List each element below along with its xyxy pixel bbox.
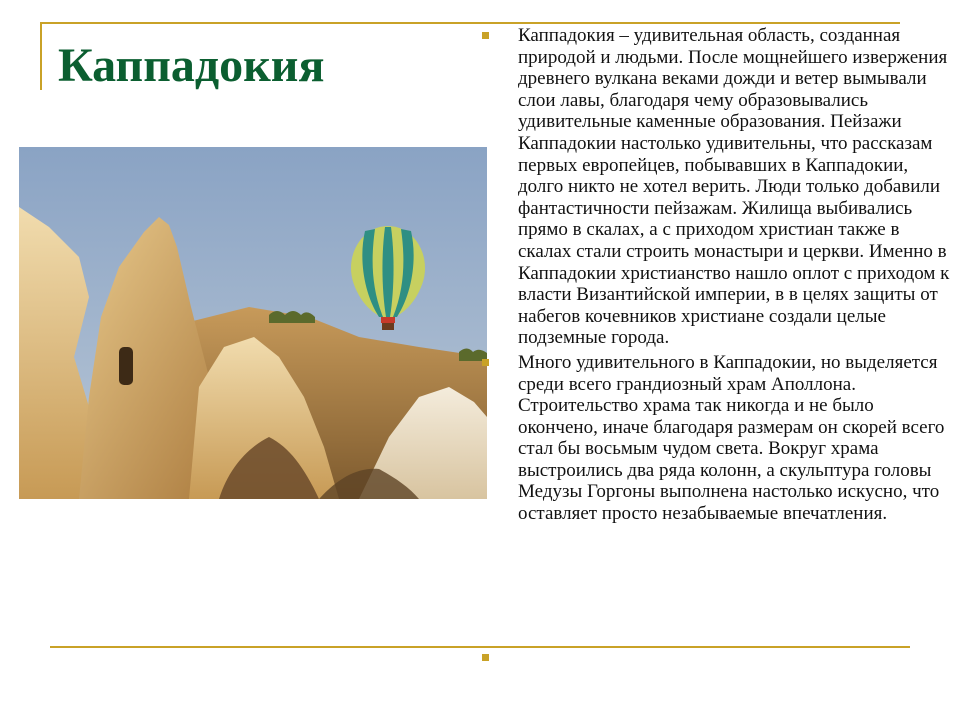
bullet-text: Каппадокия – удивительная область, созданная природой и людьми. После мощнейшего извержения древнего вулкана веками дожди и ветер вымывали слои лавы, благодаря чему образовывались удивительные каменные образования. Пейзажи Каппадокии настолько удивительны, что рассказам первых европейцев, побывавших в Каппадокии, долго никто не хотел верить. Люди только добавили фантастичности пейзажам. Жилища выбивались прямо в скалах, а с приходом христиан также в скалах стали строить монастыри и церкви. Именно в Каппадокии христианство нашло оплот с приходом к власти Византийской империи, в в целях защиты от набегов кочевников христиане создали целые подземные города. — [518, 25, 950, 349]
left-rule — [40, 22, 42, 90]
bullet-text: Много удивительного в Каппадокии, но выделяется среди всего грандиозный храм Аполлона. Строительство храма так никогда и не было окончено, иначе благодаря размерам он скорей всего стал бы восьмым чудом света. Вокруг храма выстроились два ряда колонн, а скульптура головы Медузы Горгоны выполнена настолько искусно, что оставляет просто незабываемые впечатления. — [518, 351, 945, 525]
square-bullet-icon — [482, 359, 489, 366]
bullet-item — [482, 352, 954, 525]
top-rule — [40, 22, 900, 24]
slide-title: Каппадокия — [58, 38, 330, 93]
cave-window — [119, 347, 133, 385]
cappadocia-photo — [19, 147, 487, 499]
square-bullet-icon — [482, 32, 489, 39]
bottom-rule — [50, 646, 910, 648]
text-column — [482, 25, 954, 525]
square-bullet-icon — [482, 654, 489, 661]
bullet-item — [482, 25, 954, 349]
